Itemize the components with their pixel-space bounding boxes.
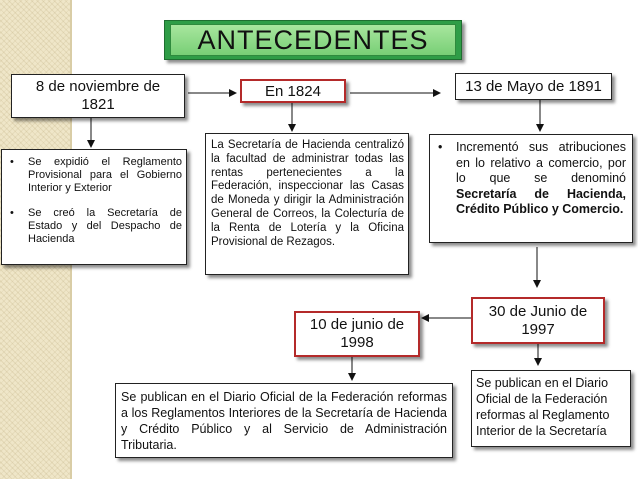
list-item <box>434 140 626 218</box>
detail-box-1891 <box>429 134 633 243</box>
detail-box-1998 <box>115 383 453 458</box>
date-label-1998: 10 de junio de 1998 <box>309 316 405 351</box>
date-label-1997: 30 de Junio de 1997 <box>488 302 588 338</box>
date-label-1824: En 1824 <box>265 82 321 100</box>
detail-bold-1891: Secretaría de Hacienda, Crédito Público y Comercio. <box>456 186 626 217</box>
detail-text-1998: Se publican en el Diario Oficial de la Federación reformas a los Reglamentos Interiores de la Secretaría de Hacienda y Crédito Público y al Servicio de Administración Tributaria. <box>121 390 447 452</box>
list-item: • Se expidió el Reglamento Provisional para el Gobierno Interior y Exterior <box>6 156 182 195</box>
detail-text-1824: La Secretaría de Hacienda centralizó la facultad de administrar todas las rentas pertenecientes a la Federación, inspeccionar las Casas de Moneda y dirigir la Administración General de Correos, la Colecturía de la Renta de Lotería y la Oficina Provisional de Rezagos. <box>211 139 404 248</box>
detail-box-1821 <box>1 149 187 265</box>
date-box-1891 <box>455 73 612 100</box>
date-label-1891: 13 de Mayo de 1891 <box>465 78 602 95</box>
title-text: ANTECEDENTES <box>170 24 456 56</box>
detail-box-1824 <box>205 133 409 275</box>
date-box-1821 <box>11 74 185 118</box>
date-box-1998 <box>294 311 420 357</box>
detail-box-1997 <box>471 370 631 447</box>
detail-text-1997: Se publican en el Diario Oficial de la Federación reformas al Reglamento Interior de la Secretaría <box>476 376 610 438</box>
date-box-1997 <box>471 297 605 344</box>
list-item: • Se creó la Secretaría de Estado y del Despacho de Hacienda <box>6 207 182 246</box>
detail-text-1891: Incrementó sus atribuciones en lo relativo a comercio, por lo que se denominó <box>456 140 626 186</box>
date-box-1824 <box>240 79 346 103</box>
date-label-1821: 8 de noviembre de 1821 <box>35 78 161 113</box>
